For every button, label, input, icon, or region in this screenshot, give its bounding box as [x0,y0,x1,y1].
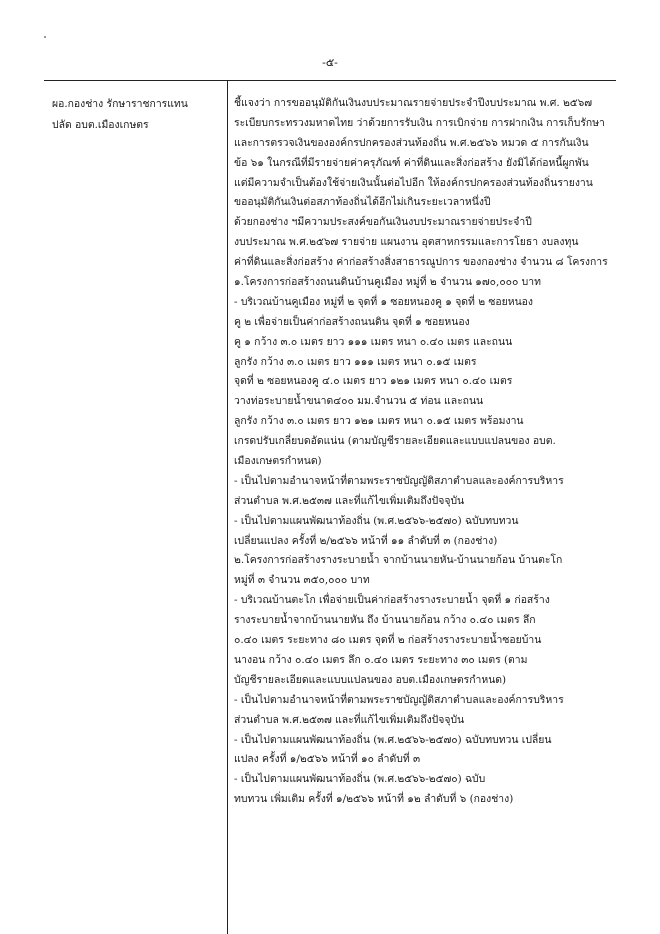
statement-line: นางอน กว้าง ๐.๔๐ เมตร ลึก ๐.๔๐ เมตร ระยะทาง ๓๐ เมตร (ตาม [234,653,528,666]
statement-line: - บริเวณบ้านตะโก เพื่อจ่ายเป็นค่าก่อสร้างรางระบายน้ำ จุดที่ ๑ ก่อสร้าง [234,594,550,607]
statement-line: - เป็นไปตามแผนพัฒนาท้องถิ่น (พ.ศ.๒๕๖๖-๒๕๗๐) ฉบับ [234,773,486,786]
statement-line: คู ๒ เพื่อจ่ายเป็นค่าก่อสร้างถนนดิน จุดที่ ๑ ซอยหนอง [234,315,470,328]
statement-line: ข้อ ๖๑ ในกรณีที่มีรายจ่ายค่าครุภัณฑ์ ค่าที่ดินและสิ่งก่อสร้าง ยังมิได้ก่อหนี้ผูกพัน [234,156,589,169]
statement-line: ทบทวน เพิ่มเติม ครั้งที่ ๑/๒๕๖๖ หน้าที่ ๑๒ ลำดับที่ ๖ (กองช่าง) [234,793,514,806]
statement-line: ส่วนตำบล พ.ศ.๒๕๓๗ และที่แก้ไขเพิ่มเติมถึงปัจจุบัน [234,494,465,507]
statement-line: ขออนุมัติกันเงินต่อสภาท้องถิ่นได้อีกไม่เกินระยะเวลาหนึ่งปี [234,196,491,209]
table-column-divider [227,80,228,934]
statement-line: - บริเวณบ้านคูเมือง หมู่ที่ ๒ จุดที่ ๑ ซอยหนองคู ๑ จุดที่ ๒ ซอยหนอง [234,295,533,308]
statement-line: เมืองเกษตรกำหนด) [234,455,322,468]
statement-line: คู ๑ กว้าง ๓.๐ เมตร ยาว ๑๑๑ เมตร หนา ๐.๔๐ เมตร และถนน [234,335,513,348]
statement-line: ๐.๔๐ เมตร ระยะทาง ๘๐ เมตร จุดที่ ๒ ก่อสร้างรางระบายน้ำซอยบ้าน [234,634,542,647]
statement-line: ลูกรัง กว้าง ๓.๐ เมตร ยาว ๑๒๑ เมตร หนา ๐.๑๕ เมตร พร้อมงาน [234,415,524,428]
statement-line: - เป็นไปตามอำนาจหน้าที่ตามพระราชบัญญัติสภาตำบลและองค์การบริหาร [234,474,564,487]
statement-line: จุดที่ ๒ ซอยหนองคู ๔.๐ เมตร ยาว ๑๒๑ เมตร หนา ๐.๔๐ เมตร [234,375,513,388]
scan-speck [44,36,46,38]
project-heading: ๑.โครงการก่อสร้างถนนดินบ้านคูเมือง หมู่ที่ ๒ จำนวน ๑๗๐,๐๐๐ บาท [234,276,541,289]
statement-cell [234,94,630,810]
statement-line: แปลง ครั้งที่ ๑/๒๕๖๖ หน้าที่ ๑๐ ลำดับที่ ๓ [234,753,421,766]
statement-line: หมู่ที่ ๓ จำนวน ๓๕๐,๐๐๐ บาท [234,574,370,587]
statement-line: - เป็นไปตามแผนพัฒนาท้องถิ่น (พ.ศ.๒๕๖๖-๒๕๗๐) ฉบับทบทวน เปลี่ยน [234,733,552,746]
statement-line: รางระบายน้ำจากบ้านนายหัน ถึง บ้านนายก้อน กว้าง ๐.๔๐ เมตร ลึก [234,614,536,627]
statement-line: - เป็นไปตามอำนาจหน้าที่ตามพระราชบัญญัติสภาตำบลและองค์การบริหาร [234,693,564,706]
statement-line: ระเบียบกระทรวงมหาดไทย ว่าด้วยการรับเงิน การเบิกจ่าย การฝากเงิน การเก็บรักษา [234,116,605,129]
statement-line: เปลี่ยนแปลง ครั้งที่ ๒/๒๕๖๖ หน้าที่ ๑๑ ลำดับที่ ๓ (กองช่าง) [234,534,498,547]
table-top-border [44,80,616,81]
project-heading: ๒.โครงการก่อสร้างรางระบายน้ำ จากบ้านนายหัน-บ้านนายก้อน บ้านตะโก [234,554,563,567]
statement-line: เกรดปรับเกลี่ยบดอัดแน่น (ตามบัญชีรายละเอียดและแบบแปลนของ อบต. [234,435,556,448]
speaker-line: ผอ.กองช่าง รักษาราชการแทน [52,98,188,110]
statement-line: ส่วนตำบล พ.ศ.๒๕๓๗ และที่แก้ไขเพิ่มเติมถึงปัจจุบัน [234,713,465,726]
statement-line: ค่าที่ดินและสิ่งก่อสร้าง ค่าก่อสร้างสิ่งสาธารณูปการ ของกองช่าง จำนวน ๘ โครงการ [234,256,608,269]
speaker-line: ปลัด อบต.เมืองเกษตร [52,119,149,131]
speaker-cell [52,94,224,136]
page-number: -๕- [322,56,338,69]
statement-line: ชี้แจงว่า การขออนุมัติกันเงินงบประมาณรายจ่ายประจำปีงบประมาณ พ.ศ. ๒๕๖๗ [234,97,593,109]
statement-line: ลูกรัง กว้าง ๓.๐ เมตร ยาว ๑๑๑ เมตร หนา ๐.๑๕ เมตร [234,355,477,368]
statement-line: ด้วยกองช่าง ฯมีความประสงค์ขอกันเงินงบประมาณรายจ่ายประจำปี [234,216,532,229]
statement-line: วางท่อระบายน้ำขนาด๔๐๐ มม.จำนวน ๕ ท่อน และถนน [234,395,484,408]
statement-line: - เป็นไปตามแผนพัฒนาท้องถิ่น (พ.ศ.๒๕๖๖-๒๕๗๐) ฉบับทบทวน [234,514,519,527]
statement-line: บัญชีรายละเอียดและแบบแปลนของ อบต.เมืองเกษตรกำหนด) [234,673,507,686]
statement-line: งบประมาณ พ.ศ.๒๕๖๗ รายจ่าย แผนงาน อุตสาหกรรมและการโยธา งบลงทุน [234,236,579,249]
statement-line: และการตรวจเงินขององค์กรปกครองส่วนท้องถิ่น พ.ศ.๒๕๖๖ หมวด ๕ การกันเงิน [234,136,589,149]
statement-line: แต่มีความจำเป็นต้องใช้จ่ายเงินนั้นต่อไปอีก ให้องค์กรปกครองส่วนท้องถิ่นรายงาน [234,176,593,189]
